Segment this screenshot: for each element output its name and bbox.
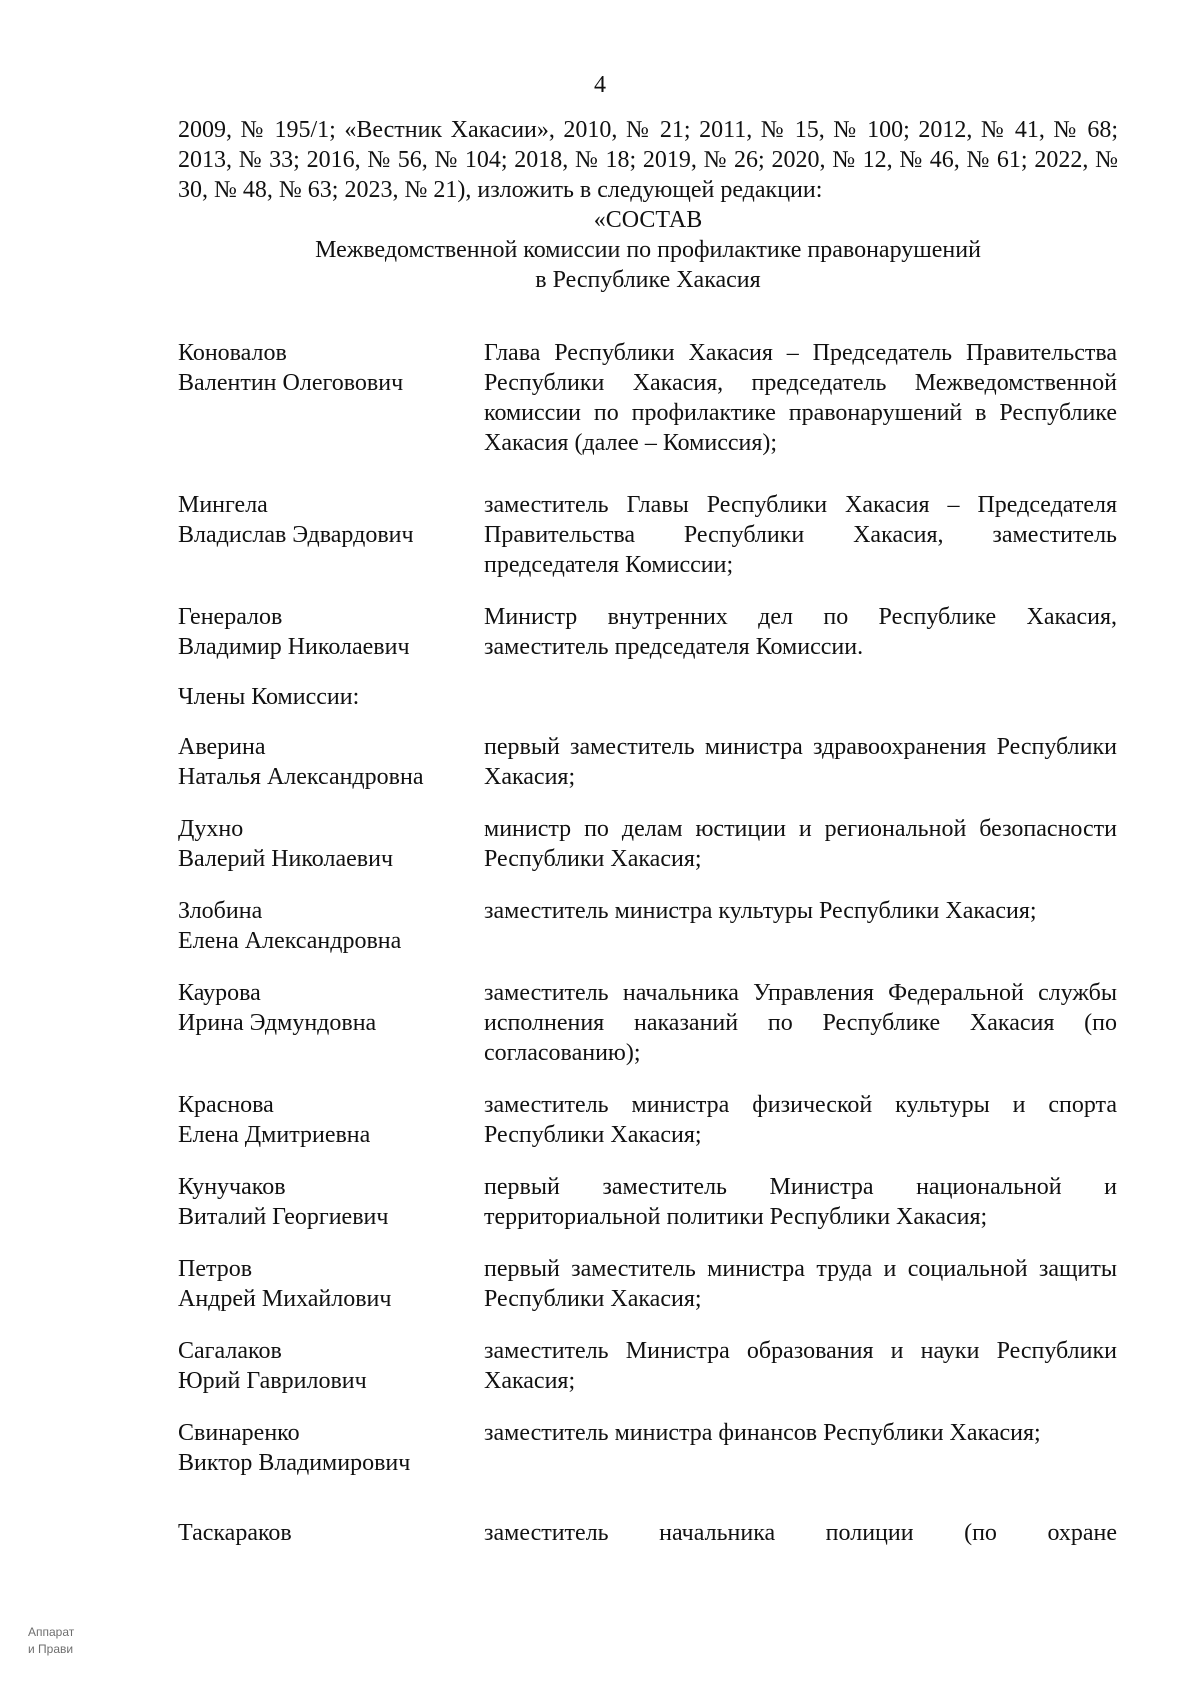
person-name	[178, 1172, 484, 1232]
person-name	[178, 1090, 484, 1150]
person-name	[178, 338, 484, 458]
member-entry	[178, 1172, 1118, 1232]
person-surname: Кунучаков	[178, 1174, 286, 1200]
person-position: заместитель Главы Республики Хакасия – Председателя Правительства Республики Хакасия, заместитель председателя Комиссии;	[484, 492, 1117, 578]
person-position: заместитель министра финансов Республики Хакасия;	[484, 1420, 1041, 1446]
person-position: Министр внутренних дел по Республике Хакасия, заместитель председателя Комиссии.	[484, 604, 1117, 660]
member-entry	[178, 1254, 1118, 1314]
person-position: Глава Республики Хакасия – Председатель Правительства Республики Хакасия, председатель Межведомственной комиссии по профилактике правонарушений в Республике Хакасия (далее – Комиссия);	[484, 340, 1117, 456]
person-surname: Мингела	[178, 492, 268, 518]
person-given-name: Наталья Александровна	[178, 764, 424, 790]
person-surname: Коновалов	[178, 340, 287, 366]
person-surname: Таскараков	[178, 1520, 292, 1546]
person-position: первый заместитель министра труда и социальной защиты Республики Хакасия;	[484, 1256, 1117, 1312]
member-entry	[178, 814, 1118, 874]
person-surname: Злобина	[178, 898, 263, 924]
person-given-name: Валерий Николаевич	[178, 846, 394, 872]
person-position: министр по делам юстиции и региональной безопасности Республики Хакасия;	[484, 816, 1117, 872]
member-entry	[178, 1518, 1118, 1548]
person-given-name: Виктор Владимирович	[178, 1450, 411, 1476]
stamp-line-2: и Прави	[28, 1642, 74, 1656]
person-given-name: Елена Дмитриевна	[178, 1122, 371, 1148]
person-surname: Духно	[178, 816, 244, 842]
leader-entry	[178, 338, 1118, 458]
person-given-name: Владислав Эдвардович	[178, 522, 414, 548]
title-line-3: в Республике Хакасия	[535, 267, 761, 293]
person-surname: Генералов	[178, 604, 283, 630]
person-position: заместитель Министра образования и науки Республики Хакасия;	[484, 1338, 1117, 1394]
person-name	[178, 1254, 484, 1314]
person-given-name: Андрей Михайлович	[178, 1286, 392, 1312]
leader-entry	[178, 602, 1118, 662]
person-name	[178, 1418, 484, 1478]
person-name	[178, 602, 484, 662]
person-name	[178, 1518, 484, 1548]
member-entry	[178, 1336, 1118, 1396]
member-entry	[178, 1090, 1118, 1150]
intro-paragraph: 2009, № 195/1; «Вестник Хакасии», 2010, № 21; 2011, № 15, № 100; 2012, № 41, № 68; 2013, № 33; 2016, № 56, № 104; 2018, № 18; 2019, № 26; 2020, № 12, № 46, № 61; 2022, № 30, № 48, № 63; 2023, № 21), изложить в следующей редакции:	[178, 117, 1118, 203]
document-title	[178, 205, 1118, 295]
person-name	[178, 814, 484, 874]
person-name	[178, 732, 484, 792]
person-given-name: Ирина Эдмундовна	[178, 1010, 377, 1036]
person-position: заместитель начальника Управления Федеральной службы исполнения наказаний по Республике Хакасия (по согласованию);	[484, 980, 1117, 1066]
member-entry	[178, 732, 1118, 792]
person-surname: Свинаренко	[178, 1420, 300, 1446]
person-name	[178, 896, 484, 956]
person-given-name: Владимир Николаевич	[178, 634, 410, 660]
person-surname: Каурова	[178, 980, 261, 1006]
person-position: заместитель начальника полиции (по охране	[484, 1520, 1117, 1546]
document-stamp	[28, 1624, 74, 1658]
person-given-name: Валентин Олеговович	[178, 370, 404, 396]
member-entry	[178, 978, 1118, 1068]
person-given-name: Юрий Гаврилович	[178, 1368, 367, 1394]
person-given-name: Виталий Георгиевич	[178, 1204, 389, 1230]
title-line-1: «СОСТАВ	[593, 207, 703, 233]
person-given-name: Елена Александровна	[178, 928, 402, 954]
page-number: 4	[594, 72, 606, 98]
title-line-2: Межведомственной комиссии по профилактике правонарушений	[315, 237, 981, 263]
stamp-line-1: Аппарат	[28, 1625, 75, 1639]
person-name	[178, 490, 484, 580]
person-surname: Краснова	[178, 1092, 274, 1118]
person-name	[178, 978, 484, 1068]
members-heading: Члены Комиссии:	[178, 684, 360, 710]
person-position: первый заместитель министра здравоохранения Республики Хакасия;	[484, 734, 1117, 790]
person-position: заместитель министра физической культуры и спорта Республики Хакасия;	[484, 1092, 1117, 1148]
leader-entry	[178, 490, 1118, 580]
person-surname: Аверина	[178, 734, 266, 760]
person-position: первый заместитель Министра национальной и территориальной политики Республики Хакасия;	[484, 1174, 1117, 1230]
person-surname: Сагалаков	[178, 1338, 282, 1364]
commission-list	[178, 338, 1118, 1548]
person-position: заместитель министра культуры Республики Хакасия;	[484, 898, 1037, 924]
person-surname: Петров	[178, 1256, 253, 1282]
person-name	[178, 1336, 484, 1396]
member-entry	[178, 1418, 1118, 1478]
member-entry	[178, 896, 1118, 956]
